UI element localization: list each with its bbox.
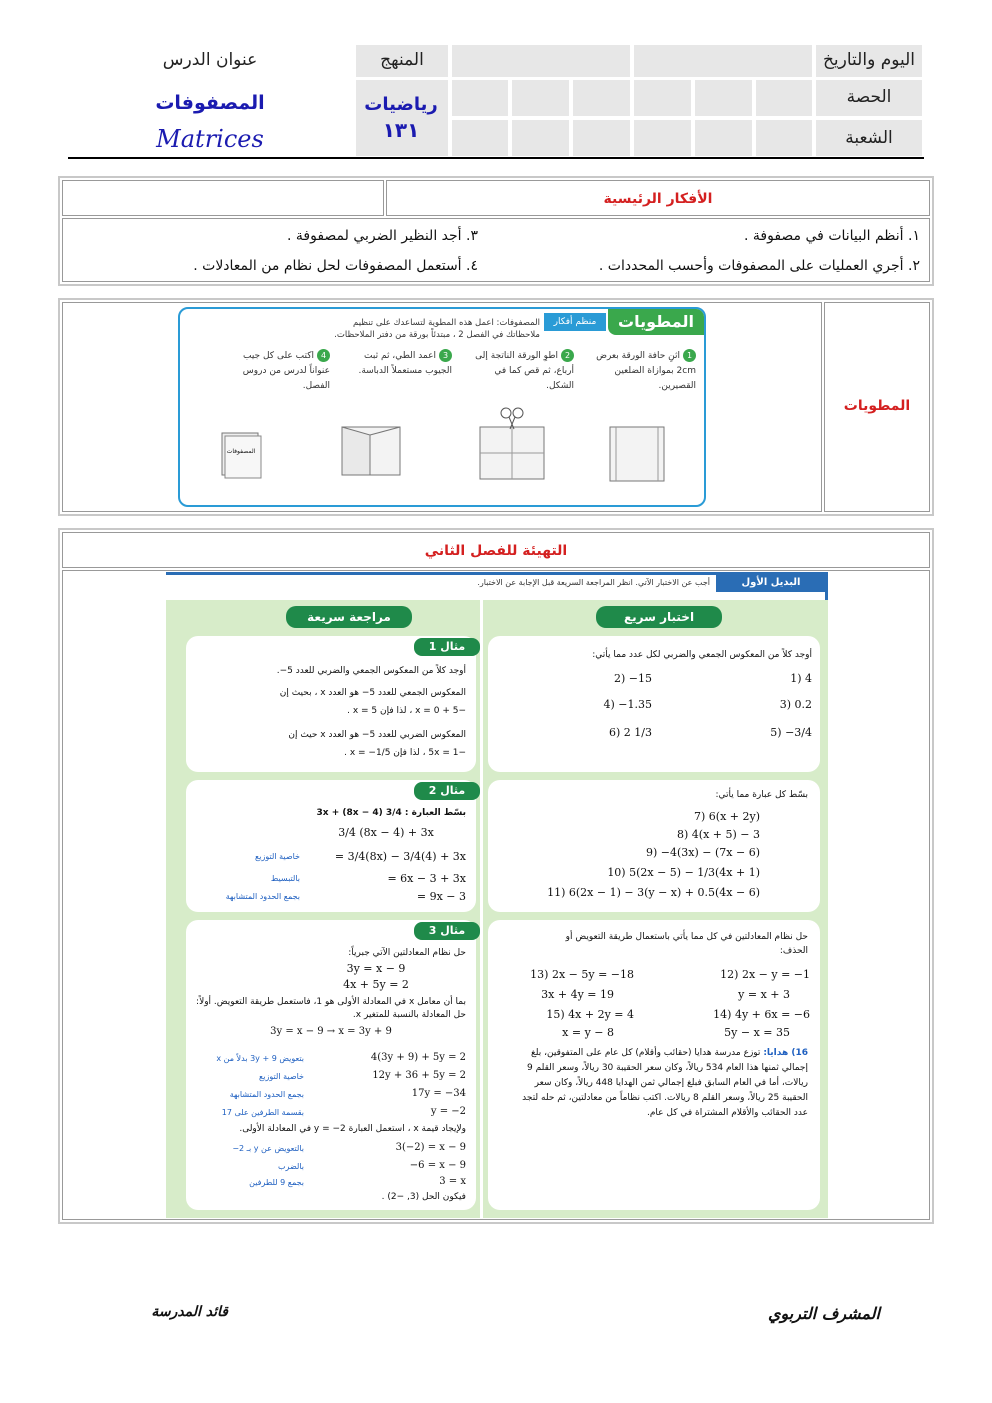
example-3-step: 12y + 36 + 5y = 2 <box>372 1070 466 1081</box>
q-item: 13) 2x − 5y = −18 <box>530 968 634 981</box>
q-item: 10) 5(2x − 5) − 1/3(4x + 1) <box>607 866 760 879</box>
q-item: 5) −3/4 <box>770 726 812 739</box>
example-1-title: مثال 1 <box>414 638 480 656</box>
foldables-panel <box>178 307 706 507</box>
example-3-step: 4(3y + 9) + 5y = 2 <box>370 1052 466 1063</box>
section-label: الشعبة <box>845 128 893 148</box>
q16-label: 16) هدايا: <box>763 1048 808 1058</box>
example-3-step: −6 = x − 9 <box>409 1160 466 1171</box>
example-3-note: خاصية التوزيع <box>259 1072 304 1081</box>
example-2-note: بالتبسيط <box>270 874 300 883</box>
q-item: 1) 4 <box>790 672 812 685</box>
step-number: 4 <box>317 349 330 362</box>
example-2-step: = 6x − 3 + 3x <box>387 872 466 885</box>
quick-review-pill: مراجعة سريعة <box>286 606 412 628</box>
q-item: 8) 4(x + 5) − 3 <box>677 828 760 841</box>
lesson-title-ar: المصفوفات <box>155 92 265 114</box>
main-idea-item: ٤. أستعمل المصفوفات لحل نظام من المعادلات . <box>193 258 478 274</box>
example-1-line: −5x = 1 ، لذا فإن x = −1/5 . <box>344 748 466 758</box>
main-ideas-blank-cell <box>62 180 384 216</box>
example-2-title: مثال 2 <box>414 782 480 800</box>
example-2-step: 3/4 (8x − 4) + 3x <box>338 826 434 839</box>
q-item: 3) 0.2 <box>779 698 812 711</box>
quick-check-card-3 <box>488 920 820 1210</box>
fold-step-4 <box>220 349 330 394</box>
q-item: 12) 2x − y = −1 <box>720 968 810 981</box>
example-1-prompt: أوجد كلاً من المعكوس الجمعي والضربي للعدد 5−. <box>276 666 466 676</box>
main-ideas-heading: الأفكار الرئيسية <box>603 191 713 207</box>
example-3-note: بقسمة الطرفين على 17 <box>221 1108 304 1117</box>
main-idea-item: ٢. أجري العمليات على المصفوفات وأحسب المحددات . <box>598 258 920 274</box>
example-3-answer: فيكون الحل (3, −2) . <box>381 1192 466 1202</box>
example-3-system: 4x + 5y = 2 <box>343 978 409 991</box>
example-2-note: بجمع الحدود المتشابهة <box>225 892 300 901</box>
quick-check-card-1 <box>488 636 820 772</box>
q-item: y = x + 3 <box>738 988 790 1001</box>
step-number: 1 <box>683 349 696 362</box>
principal-signature-label: قائد المدرسة <box>151 1304 228 1320</box>
example-2-step: = 9x − 3 <box>416 890 466 903</box>
fold-illustration-1 <box>600 419 670 483</box>
example-3-title: مثال 3 <box>414 922 480 940</box>
example-1-line: −5 + x = 0 ، لذا فإن x = 5 . <box>347 706 466 716</box>
q16-text: توزع مدرسة هدايا (حقائب وأقلام) كل عام على المتفوقين، بلغ إجمالي ثمنها هذا العام 534 ريالاً، وكان سعر الحقيبة 30 ريالاً، وسعر القلم 9 ريالات، أما في العام السابق فبلغ إجمالي ثمن الهدايا 448 ريالاً، وكان سعر الحقيبة 25 ريالاً، وسعر القلم 8 ريالات. اكتب نظاماً من معادلتين، ثم حله لتجد عدد الحقائب والأقلام المشتراة في كل عام. <box>522 1048 808 1118</box>
fold-illustration-2 <box>472 401 552 481</box>
pocket-label: المصفوفات <box>226 448 256 455</box>
example-3-solve: 3y = x − 9 → x = 3y + 9 <box>270 1026 392 1037</box>
quiz-divider <box>480 600 483 1218</box>
period-label: الحصة <box>846 87 892 107</box>
foldables-label: المطويات <box>843 398 911 414</box>
example-1-card <box>186 636 476 772</box>
example-3-step: y = −2 <box>430 1106 466 1117</box>
example-2-step: = 3/4(8x) − 3/4(4) + 3x <box>334 850 466 863</box>
example-3-step: 3 = x <box>439 1176 466 1187</box>
example-3-card <box>186 920 476 1210</box>
day-date-label: اليوم والتاريخ <box>822 50 916 70</box>
q-item: 9) −4(3x) − (7x − 6) <box>646 846 760 859</box>
q2-prompt: بسّط كل عبارة مما يأتي: <box>715 790 808 800</box>
step-text: اكتب على كل جيب عنواناً لدرس من دروس الفصل. <box>242 351 330 391</box>
example-3-prompt: حل نظام المعادلتين الآتي جبرياً: <box>348 948 466 958</box>
subject-name: رياضيات <box>364 94 438 115</box>
q-item: 5y − x = 35 <box>724 1026 790 1039</box>
q-item: 3x + 4y = 19 <box>541 988 614 1001</box>
example-2-card <box>186 780 476 912</box>
example-3-note: بالضرب <box>278 1162 304 1171</box>
example-3-step: 3(−2) = x − 9 <box>395 1142 466 1153</box>
step-text: اعمد الطي، ثم ثبت الجيوب مستعملاً الدباسة. <box>358 351 452 376</box>
foldables-banner: المطويات <box>608 309 704 335</box>
lesson-title-en: Matrices <box>156 125 264 153</box>
foldables-intro: المصفوفات: اعمل هذه المطوية لتساعدك على تنظيم ملاحظاتك في الفصل 2 ، مبتدئاً بورقة من دفتر الملاحظات. <box>334 318 540 340</box>
main-idea-item: ١. أنظم البيانات في مصفوفة . <box>744 228 920 244</box>
curriculum-label: المنهج <box>380 50 424 70</box>
example-3-note: بالتعويض عن y بـ 2− <box>232 1144 304 1153</box>
fold-step-1 <box>586 349 696 394</box>
fold-illustration-3 <box>336 421 406 481</box>
q3-prompt: حل نظام المعادلتين في كل مما يأتي باستعمال طريقة التعويض أو الحذف: <box>565 932 808 956</box>
option-instruction: أجب عن الاختبار الآتي. انظر المراجعة السريعة قبل الإجابة عن الاختبار. <box>477 578 710 587</box>
step-text: اثنِ حافة الورقة بعرض 2cm بموازاة الضلعين القصيرين. <box>596 351 696 391</box>
fold-step-3 <box>342 349 452 379</box>
example-3-note: بجمع 9 للطرفين <box>249 1178 304 1187</box>
example-3-note: بجمع الحدود المتشابهة <box>229 1090 304 1099</box>
q-item: 2) −15 <box>613 672 652 685</box>
example-1-line: المعكوس الضربي للعدد 5− هو العدد x حيث إن <box>288 730 466 740</box>
supervisor-signature-label: المشرف التربوي <box>767 1304 880 1323</box>
example-3-system: 3y = x − 9 <box>346 962 406 975</box>
quick-check-pill: اختبار سريع <box>596 606 722 628</box>
q1-prompt: أوجد كلاً من المعكوس الجمعي والضربي لكل عدد مما يأتي: <box>592 650 812 660</box>
example-3-text: بما أن معامل x في المعادلة الأولى هو 1، فاستعمل طريقة التعويض. أولاً: حل المعادلة بالنسبة للمتغير x. <box>196 997 466 1020</box>
example-1-line: المعكوس الجمعي للعدد 5− هو العدد x ، بحيث إن <box>279 688 466 698</box>
lesson-title-label: عنوان الدرس <box>162 50 258 70</box>
example-3-note: بتعويض 3y + 9 بدلاً من x <box>216 1054 304 1063</box>
q-item: 15) 4x + 2y = 4 <box>546 1008 634 1021</box>
option-tag: البديل الأول <box>716 574 826 592</box>
quick-check-card-2 <box>488 780 820 912</box>
foldables-tag: منظم أفكار <box>544 313 606 331</box>
example-3-step: 17y = −34 <box>411 1088 466 1099</box>
q-item: x = y − 8 <box>562 1026 614 1039</box>
header-rule <box>68 157 924 159</box>
q-item: 14) 4y + 6x = −6 <box>713 1008 810 1021</box>
step-number: 3 <box>439 349 452 362</box>
step-text: اطوِ الورقة الناتجة إلى أرباع، ثم قص كما في الشكل. <box>475 351 574 391</box>
subject-code: ١٣١ <box>382 118 420 142</box>
q-item: 7) 6(x + 2y) <box>694 810 760 823</box>
readiness-heading: التهيئة للفصل الثاني <box>424 543 568 559</box>
q16 <box>518 1046 808 1121</box>
step-number: 2 <box>561 349 574 362</box>
q-item: 6) 2 1/3 <box>609 726 652 739</box>
example-2-prompt: بسّط العبارة : 3/4 (8x − 4) + 3x <box>316 808 466 818</box>
q-item: 11) 6(2x − 1) − 3(y − x) + 0.5(4x − 6) <box>547 886 760 899</box>
example-3-text: ولإيجاد قيمة x ، استعمل العبارة 2− = y في المعادلة الأولى. <box>239 1124 466 1134</box>
fold-step-2 <box>464 349 574 394</box>
q-item: 4) −1.35 <box>603 698 652 711</box>
main-idea-item: ٣. أجد النظير الضربي لمصفوفة . <box>287 228 478 244</box>
example-2-note: خاصية التوزيع <box>255 852 300 861</box>
